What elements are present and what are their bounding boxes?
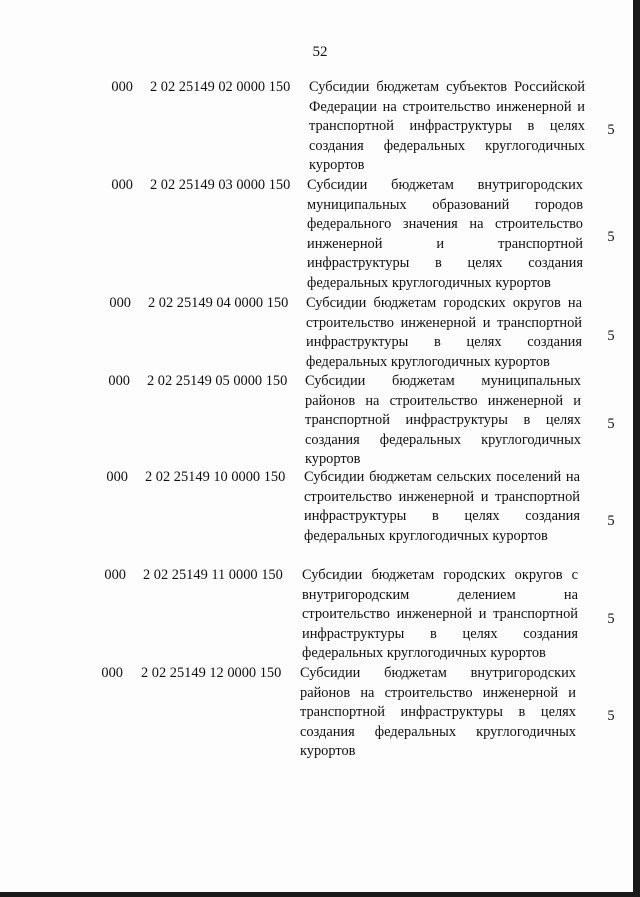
budget-classification-code: 2 02 25149 04 0000 150 xyxy=(148,295,289,311)
table-row xyxy=(0,372,640,470)
admin-code: 000 xyxy=(111,177,133,193)
table-row xyxy=(0,664,640,762)
scan-edge-right xyxy=(633,0,640,897)
table-row xyxy=(0,78,640,176)
budget-classification-code: 2 02 25149 03 0000 150 xyxy=(150,177,291,193)
admin-code: 000 xyxy=(109,295,131,311)
amount-value: 5 xyxy=(607,328,615,344)
admin-code: 000 xyxy=(101,665,123,681)
income-description: Субсидии бюджетам внутригородских муниципальных образований городов федерального значения на строительство инженерной и транспортной инфраструктуры в целях создания федеральных круглогодичных курортов xyxy=(307,177,583,291)
income-description: Субсидии бюджетам внутригородских районов на строительство инженерной и транспортной инфраструктуры в целях создания федеральных круглогодичных курортов xyxy=(300,665,576,760)
page-number: 52 xyxy=(312,44,328,60)
amount-value: 5 xyxy=(607,416,615,432)
amount-value: 5 xyxy=(607,708,615,724)
income-description: Субсидии бюджетам городских округов на строительство инженерной и транспортной инфраструктуры в целях создания федеральных круглогодичных курортов xyxy=(306,295,582,370)
amount-value: 5 xyxy=(607,122,615,138)
amount-value: 5 xyxy=(607,611,615,627)
table-row xyxy=(0,176,640,294)
admin-code: 000 xyxy=(104,567,126,583)
budget-classification-code: 2 02 25149 12 0000 150 xyxy=(141,665,282,681)
admin-code: 000 xyxy=(108,373,130,389)
budget-classification-code: 2 02 25149 02 0000 150 xyxy=(150,79,291,95)
income-description: Субсидии бюджетам сельских поселений на строительство инженерной и транспортной инфраструктуры в целях создания федеральных круглогодичных курортов xyxy=(304,469,580,544)
scan-edge-bottom xyxy=(0,892,640,897)
income-description: Субсидии бюджетам субъектов Российской Федерации на строительство инженерной и транспортной инфраструктуры в целях создания федеральных круглогодичных курортов xyxy=(309,79,585,174)
table-row xyxy=(0,566,640,664)
amount-value: 5 xyxy=(607,229,615,245)
income-description: Субсидии бюджетам городских округов с внутригородским делением на строительство инженерной и транспортной инфраструктуры в целях создания федеральных круглогодичных курортов xyxy=(302,567,578,662)
budget-classification-code: 2 02 25149 10 0000 150 xyxy=(145,469,286,485)
table-row xyxy=(0,468,640,566)
admin-code: 000 xyxy=(106,469,128,485)
budget-classification-code: 2 02 25149 11 0000 150 xyxy=(143,567,283,583)
amount-value: 5 xyxy=(607,513,615,529)
table-row xyxy=(0,294,640,372)
income-description: Субсидии бюджетам муниципальных районов на строительство инженерной и транспортной инфраструктуры в целях создания федеральных круглогодичных курортов xyxy=(305,373,581,468)
budget-classification-code: 2 02 25149 05 0000 150 xyxy=(147,373,288,389)
admin-code: 000 xyxy=(111,79,133,95)
